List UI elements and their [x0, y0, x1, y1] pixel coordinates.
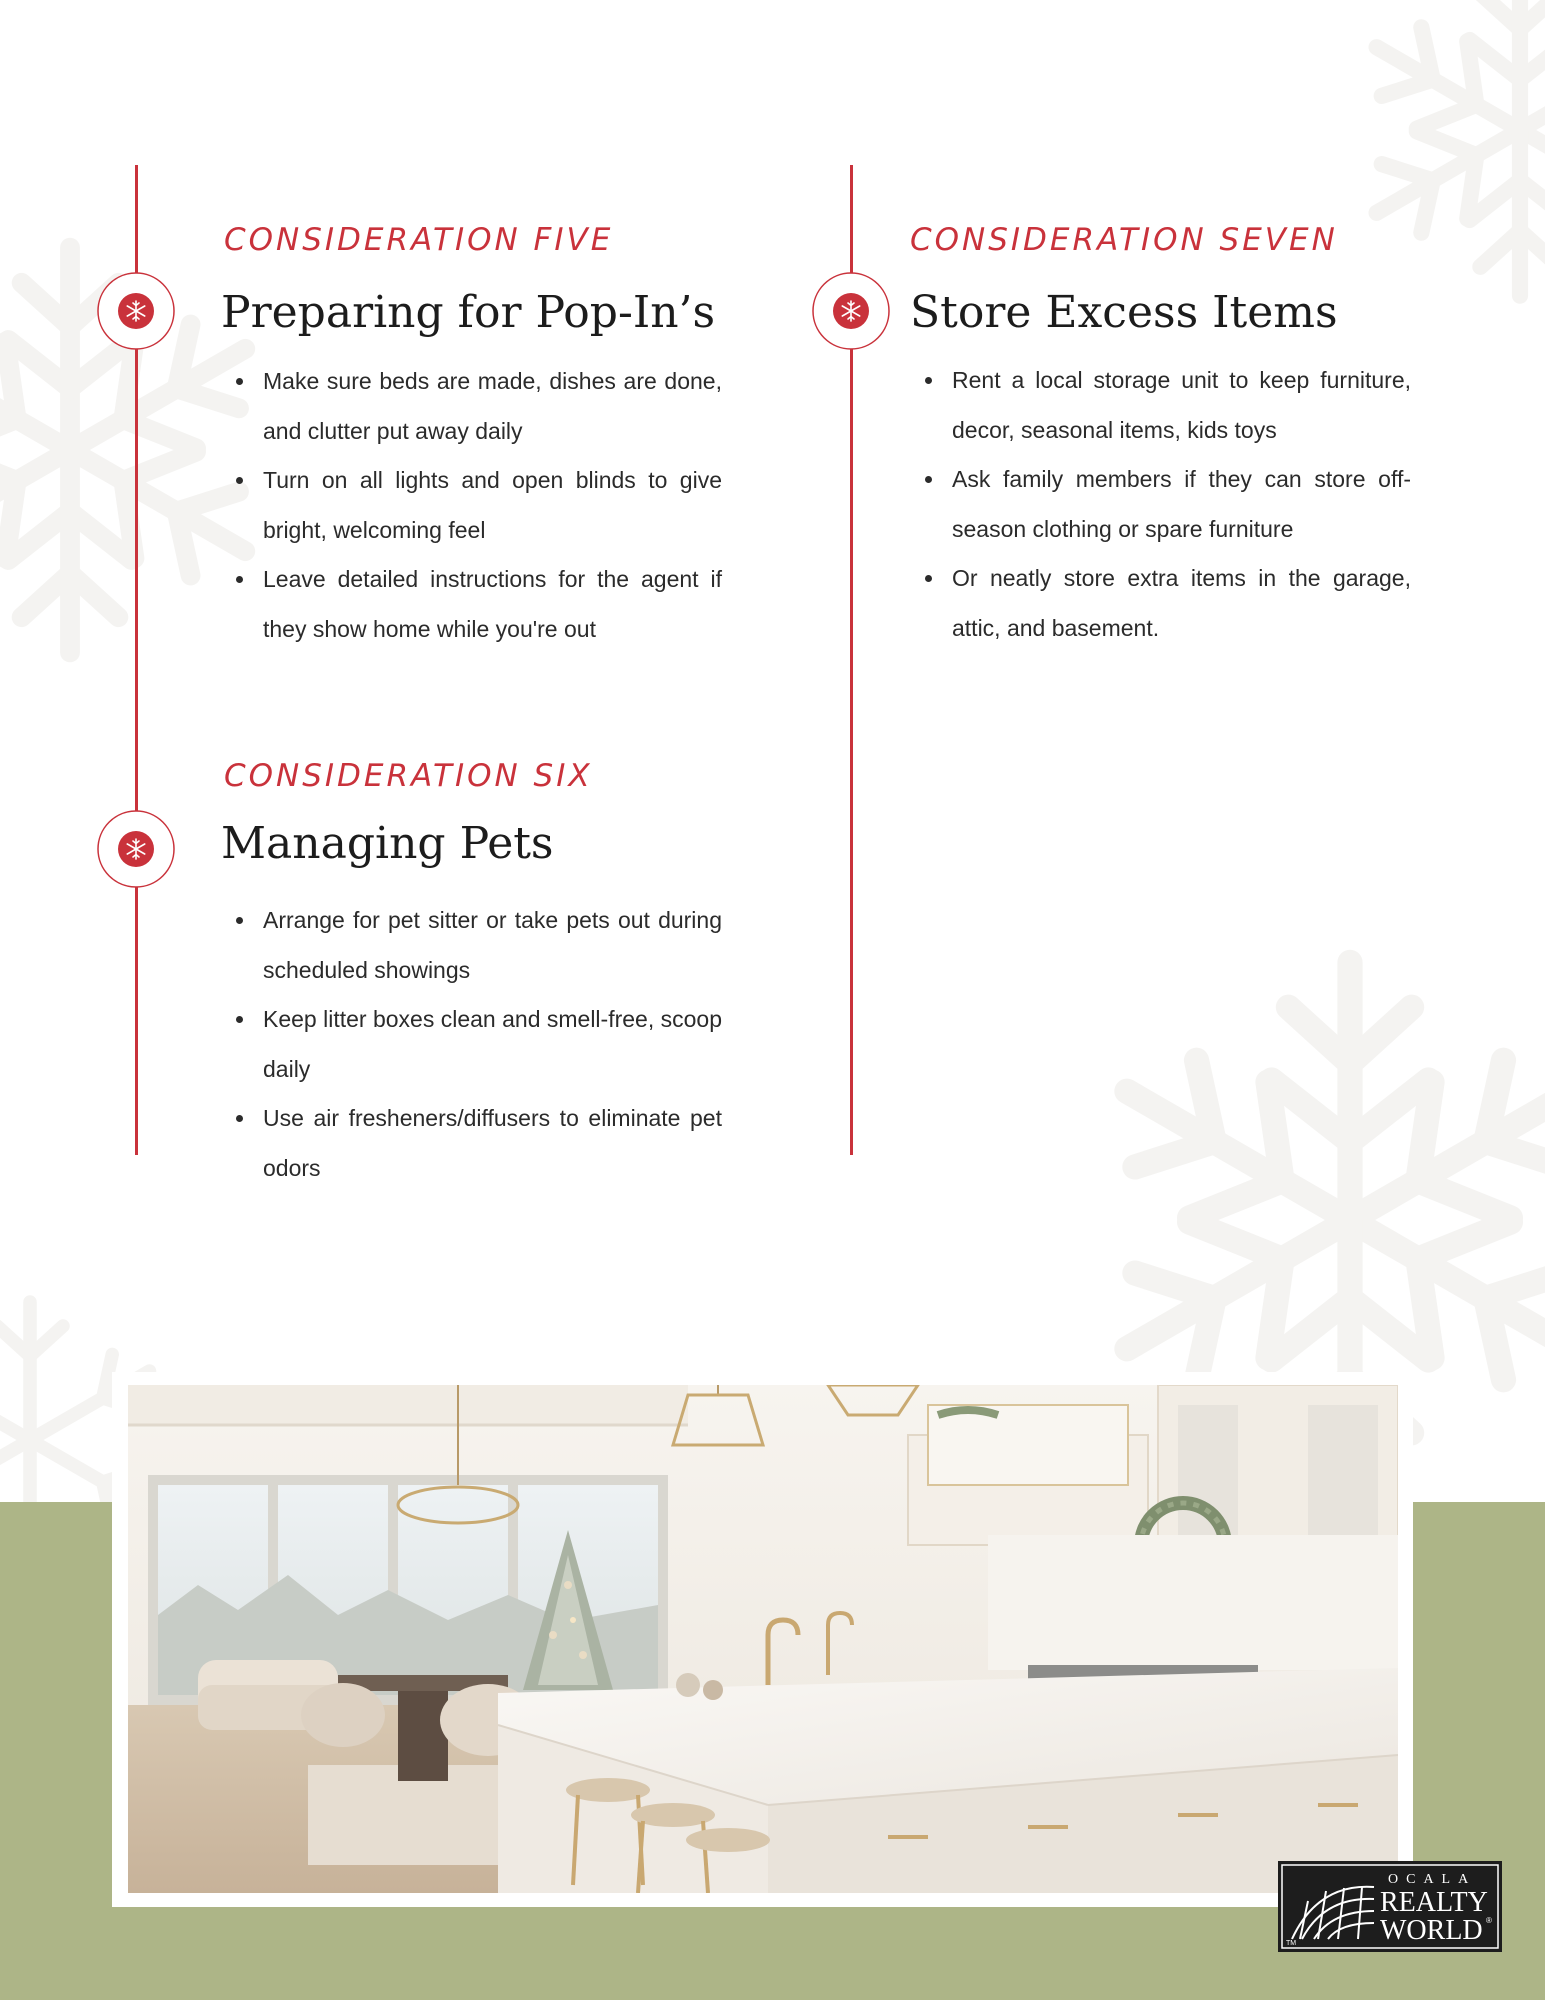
logo-world: WORLD [1380, 1915, 1483, 1946]
logo-ocala: OCALA [1388, 1872, 1477, 1887]
snowflake-icon [833, 293, 869, 329]
logo-registered: ® [1486, 1916, 1492, 1925]
list-item: Ask family members if they can store off-season clothing or spare furniture [910, 455, 1411, 554]
section-title: Store Excess Items [910, 287, 1338, 338]
globe-icon [1292, 1887, 1374, 1939]
kitchen-photo [128, 1385, 1398, 1893]
section-kicker: CONSIDERATION FIVE [224, 222, 614, 258]
list-item: Make sure beds are made, dishes are done, and clutter put away daily [221, 357, 722, 456]
list-item: Leave detailed instructions for the agent if they show home while you're out [221, 555, 722, 654]
list-item: Arrange for pet sitter or take pets out during scheduled showings [221, 896, 722, 995]
section-kicker: CONSIDERATION SEVEN [910, 222, 1338, 258]
list-item: Rent a local storage unit to keep furniture, decor, seasonal items, kids toys [910, 356, 1411, 455]
snowflake-icon [118, 293, 154, 329]
bullet-list [910, 356, 1411, 653]
list-item: Keep litter boxes clean and smell-free, scoop daily [221, 995, 722, 1094]
bullet-list [221, 896, 722, 1193]
list-item: Or neatly store extra items in the garage, attic, and basement. [910, 554, 1411, 653]
timeline-marker-five [96, 271, 176, 351]
logo-realty: REALTY [1380, 1887, 1488, 1918]
timeline-marker-seven [811, 271, 891, 351]
background-snowflake-icon [1340, 0, 1545, 310]
list-item: Use air fresheners/diffusers to eliminate pet odors [221, 1094, 722, 1193]
bullet-list [221, 357, 722, 654]
timeline-marker-six [96, 809, 176, 889]
section-title: Preparing for Pop-In’s [221, 287, 716, 338]
ocala-realty-world-logo [1278, 1861, 1502, 1952]
section-title: Managing Pets [221, 818, 554, 869]
list-item: Turn on all lights and open blinds to give bright, welcoming feel [221, 456, 722, 555]
logo-tm: TM [1286, 1940, 1297, 1947]
snowflake-icon [118, 831, 154, 867]
section-kicker: CONSIDERATION SIX [224, 758, 593, 794]
